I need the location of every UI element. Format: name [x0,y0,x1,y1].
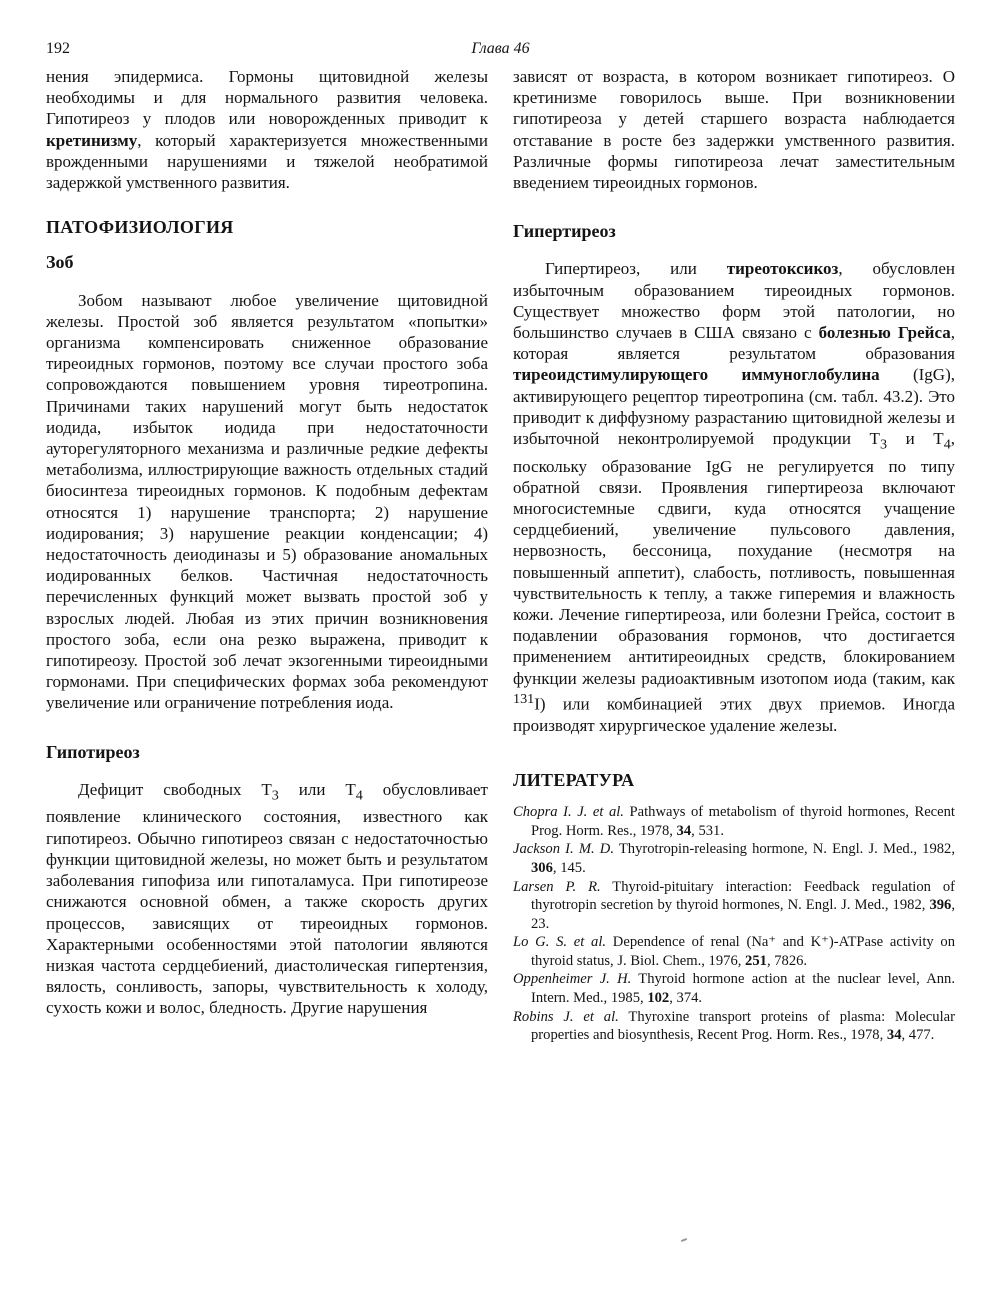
term-tsi: тиреоидстимулирующего иммуноглобулина [513,365,880,385]
reference-item: Oppenheimer J. H. Thyroid hormone action at the nuclear level, Ann. Intern. Med., 1985, 102, 374. [513,971,955,1007]
reference-item: Robins J. et al. Thyroxine transport proteins of plasma: Molecular properties and biosynthesis, Recent Prog. Horm. Res., 1978, 34, 477. [513,1008,955,1044]
running-head [46,40,955,64]
page-number: 192 [46,40,70,57]
section-heading-pathophysiology: ПАТОФИЗИОЛОГИЯ [46,217,234,238]
right-column [513,66,955,1045]
hypothyroidism-paragraph: Дефицит свободных $T_3$ или $T_4$ обусловливает появление клинического состояния, известного как гипотиреоз. Обычно гипотиреоз связан с недостаточностью функции щитовидной железы, но может быть и результатом заболевания гипофиза или гипоталамуса. При гипотиреозе снижаются основной обмен, а также скорость других процессов, зависящих от тиреоидных гормонов. Характерными особенностями этой патологии являются низкая частота сердцебиений, диастолическая гипертензия, вялость, сонливость, запоры, чувствительность к холоду, сухость кожи и волос, бледность. Другие нарушения [46,779,488,1018]
subsection-heading-goiter: Зоб [46,252,74,273]
term-graves-disease: болезнью Грейса [818,323,951,343]
section-heading-literature: ЛИТЕРАТУРА [513,769,635,790]
goiter-paragraph: Зобом называют любое увеличение щитовидной железы. Простой зоб является результатом «попытки» организма компенсировать сниженное образование тиреоидных гормонов, поэтому все случаи простого зоба сопровождаются повышением уровня тиреотропина. Причинами таких нарушений могут быть недостаток иодида, избыток иодида при недостаточности ауторегуляторного механизма и различные редкие дефекты метаболизма, иллюстрирующие важность отдельных стадий биосинтеза тиреоидных гормонов. К подобным дефектам относятся 1) нарушение транспорта; 2) нарушение иодирования; 3) нарушение реакции конденсации; 4) недостаточность деиодиназы и 5) образование аномальных иодированных белков. Частичная недостаточность перечисленных функций может вызвать простой зоб у взрослых людей. Любая из этих причин возникновения простого зоба, если она резко выражена, приводит к гипотиреозу. Простой зоб лечат экзогенными тиреоидными гормонами. При специфических формах зоба рекомендуют увеличение или ограничение потребления иода. [46,290,488,713]
hypothyroidism-continuation-paragraph: зависят от возраста, в котором возникает гипотиреоз. О кретинизме говорилось выше. При возникновении гипотиреоза у детей старшего возраста наблюдается отставание в росте без задержки умственного развития. Различные формы гипотиреоза лечат заместительным введением тиреоидных гормонов. [513,67,955,193]
subsection-heading-hypothyroidism: Гипотиреоз [46,741,140,762]
scan-speck [681,1238,687,1242]
reference-item: Larsen P. R. Thyroid-pituitary interaction: Feedback regulation of thyrotropin secretion by thyroid hormones, N. Engl. J. Med., 1982, 396, 23. [513,878,955,932]
intro-continuation-paragraph: нения эпидермиса. Гормоны щитовидной железы необходимы и для нормального развития человека. Гипотиреоз у плодов или новорожденных приводит к кретинизму, который характеризуется множественными врожденными нарушениями и тяжелой необратимой задержкой умственного развития. [46,67,488,193]
reference-list [513,803,955,1045]
left-column [46,66,488,1019]
reference-item: Jackson I. M. D. Thyrotropin-releasing hormone, N. Engl. J. Med., 1982, 306, 145. [513,841,956,876]
reference-item: Lo G. S. et al. Dependence of renal (Na⁺ and K⁺)-ATPase activity on thyroid status, J. Biol. Chem., 1976, 251, 7826. [513,934,956,969]
reference-item: Chopra I. J. et al. Pathways of metabolism of thyroid hormones, Recent Prog. Horm. Res., 1978, 34, 531. [513,804,955,839]
chapter-title: Глава 46 [471,40,530,57]
subsection-heading-hyperthyroidism: Гипертиреоз [513,221,616,242]
term-cretinism: кретинизму [46,130,138,150]
term-thyrotoxicosis: тиреотоксикоз [726,259,839,279]
hyperthyroidism-paragraph: Гипертиреоз, или тиреотоксикоз, обусловлен избыточным образованием тиреоидных гормонов. Существует множество форм этой патологии, но большинство случаев в США связано с болезнью Грейса, которая является результатом образования тиреоидстимулирующего иммуноглобулина (IgG), активирующего рецептор тиреотропина (см. табл. 43.2). Это приводит к диффузному разрастанию щитовидной железы и избыточной неконтролируемой продукции $T_3$ и $T_4$, поскольку образование IgG не регулируется по типу обратной связи. Проявления гипертиреоза включают многосистемные сдвиги, куда относятся учащение сердцебиений, увеличение пульсового давления, нервозность, бессоница, похудание (несмотря на повышенный аппетит), слабость, потливость, повышенная чувствительность к теплу, а также гиперемия и влажность кожи. Лечение гипертиреоза, или болезни Грейса, состоит в подавлении образования гормонов, что достигается применением антитиреоидных средств, блокированием функции железы радиоактивным изотопом иода (таким, как $^{131}$I) или комбинацией этих двух приемов. Иногда производят хирургическое удаление железы. [513,259,956,735]
